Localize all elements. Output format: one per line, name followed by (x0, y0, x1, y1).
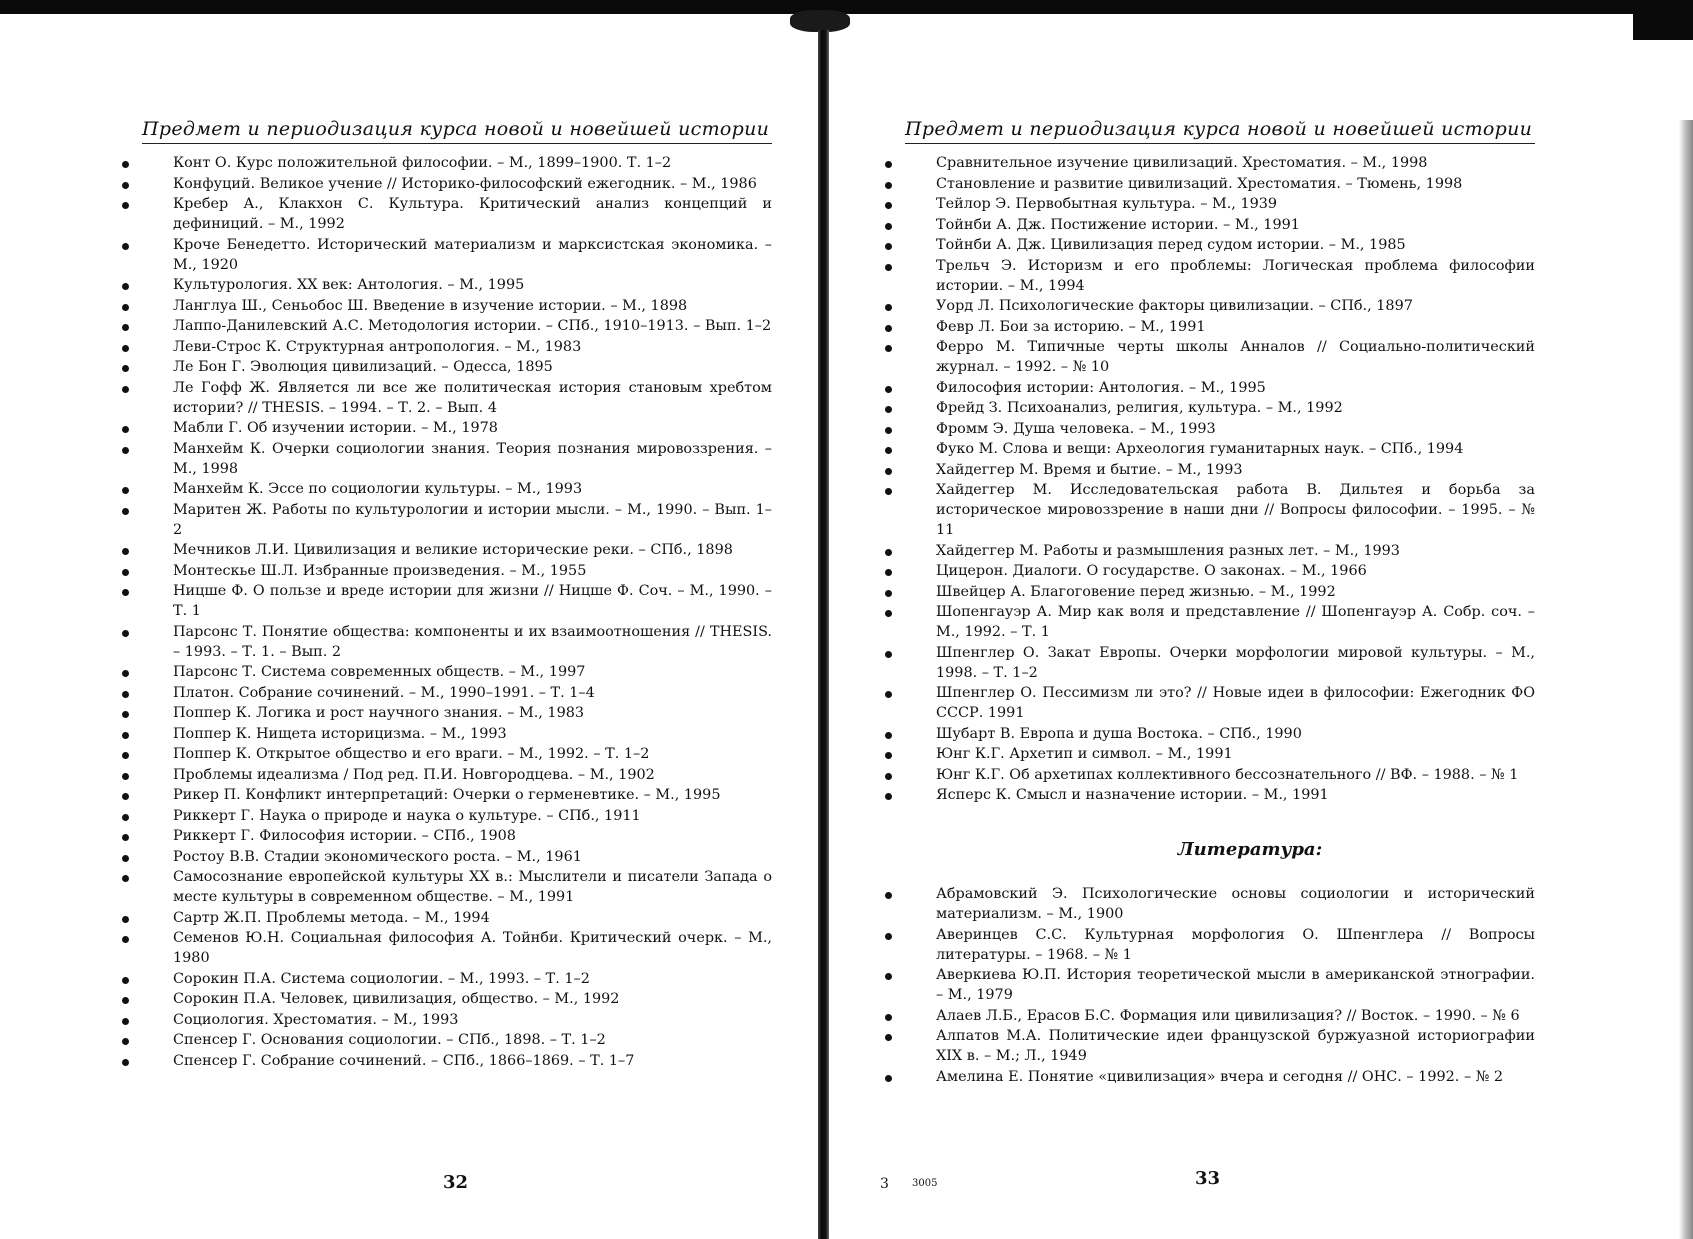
signature-mark: 3 (880, 1176, 889, 1192)
scan-right-edge (1679, 120, 1693, 1239)
reference-entry: Ростоу В.В. Стадии экономического роста. – М., 1961 (142, 847, 772, 867)
reference-entry: Ферро М. Типичные черты школы Анналов // Социально-политический журнал. – 1992. – № 10 (905, 337, 1535, 377)
reference-entry: Ясперс К. Смысл и назначение истории. – М., 1991 (905, 785, 1535, 805)
reference-entry: Спенсер Г. Собрание сочинений. – СПб., 1866–1869. – Т. 1–7 (142, 1051, 772, 1071)
reference-entry: Февр Л. Бои за историю. – М., 1991 (905, 317, 1535, 337)
reference-entry: Самосознание европейской культуры XX в.: Мыслители и писатели Запада о месте культуры в современном обществе. – М., 1991 (142, 867, 772, 907)
reference-entry: Шпенглер О. Пессимизм ли это? // Новые идеи в философии: Ежегодник ФО СССР. 1991 (905, 683, 1535, 723)
reference-list (905, 153, 1535, 805)
reference-entry: Абрамовский Э. Психологические основы социологии и исторический материализм. – М., 1900 (905, 884, 1535, 924)
reference-entry: Маритен Ж. Работы по культурологии и истории мысли. – М., 1990. – Вып. 1–2 (142, 500, 772, 540)
reference-entry: Ле Гофф Ж. Является ли все же политическая история становым хребтом истории? // THESIS. – 1994. – Т. 2. – Вып. 4 (142, 378, 772, 418)
reference-entry: Сартр Ж.П. Проблемы метода. – М., 1994 (142, 908, 772, 928)
right-page (905, 118, 1535, 1087)
reference-entry: Становление и развитие цивилизаций. Хрестоматия. – Тюмень, 1998 (905, 174, 1535, 194)
reference-entry: Фромм Э. Душа человека. – М., 1993 (905, 419, 1535, 439)
reference-entry: Тейлор Э. Первобытная культура. – М., 1939 (905, 194, 1535, 214)
left-page (142, 118, 772, 1071)
reference-entry: Алпатов М.А. Политические идеи французской буржуазной историографии XIX в. – М.; Л., 1949 (905, 1026, 1535, 1066)
reference-entry: Сравнительное изучение цивилизаций. Хрестоматия. – М., 1998 (905, 153, 1535, 173)
running-head: Предмет и периодизация курса новой и новейшей истории (142, 118, 772, 144)
reference-entry: Кроче Бенедетто. Исторический материализм и марксистская экономика. – М., 1920 (142, 235, 772, 275)
running-head: Предмет и периодизация курса новой и новейшей истории (905, 118, 1535, 144)
reference-entry: Швейцер А. Благоговение перед жизнью. – М., 1992 (905, 582, 1535, 602)
reference-entry: Шубарт В. Европа и душа Востока. – СПб., 1990 (905, 724, 1535, 744)
reference-entry: Аверкиева Ю.П. История теоретической мысли в американской этнографии. – М., 1979 (905, 965, 1535, 1005)
reference-entry: Ланглуа Ш., Сеньобос Ш. Введение в изучение истории. – М., 1898 (142, 296, 772, 316)
reference-entry: Монтескье Ш.Л. Избранные произведения. – М., 1955 (142, 561, 772, 581)
reference-entry: Риккерт Г. Философия истории. – СПб., 1908 (142, 826, 772, 846)
reference-entry: Хайдеггер М. Работы и размышления разных лет. – М., 1993 (905, 541, 1535, 561)
reference-entry: Конфуций. Великое учение // Историко-философский ежегодник. – М., 1986 (142, 174, 772, 194)
reference-entry: Цицерон. Диалоги. О государстве. О законах. – М., 1966 (905, 561, 1535, 581)
reference-entry: Тойнби А. Дж. Постижение истории. – М., 1991 (905, 215, 1535, 235)
reference-entry: Шпенглер О. Закат Европы. Очерки морфологии мировой культуры. – М., 1998. – Т. 1–2 (905, 643, 1535, 683)
reference-entry: Культурология. XX век: Антология. – М., 1995 (142, 275, 772, 295)
reference-entry: Семенов Ю.Н. Социальная философия А. Тойнби. Критический очерк. – М., 1980 (142, 928, 772, 968)
reference-entry: Шопенгауэр А. Мир как воля и представление // Шопенгауэр А. Собр. соч. – М., 1992. – Т. 1 (905, 602, 1535, 642)
reference-entry: Юнг К.Г. Об архетипах коллективного бессознательного // ВФ. – 1988. – № 1 (905, 765, 1535, 785)
reference-entry: Парсонс Т. Система современных обществ. – М., 1997 (142, 662, 772, 682)
reference-entry: Спенсер Г. Основания социологии. – СПб., 1898. – Т. 1–2 (142, 1030, 772, 1050)
reference-entry: Аверинцев С.С. Культурная морфология О. Шпенглера // Вопросы литературы. – 1968. – № 1 (905, 925, 1535, 965)
reference-entry: Парсонс Т. Понятие общества: компоненты и их взаимоотношения // THESIS. – 1993. – Т. 1. – Вып. 2 (142, 622, 772, 662)
signature-code: 3005 (912, 1178, 938, 1189)
reference-entry: Сорокин П.А. Система социологии. – М., 1993. – Т. 1–2 (142, 969, 772, 989)
reference-entry: Рикер П. Конфликт интерпретаций: Очерки о герменевтике. – М., 1995 (142, 785, 772, 805)
reference-entry: Ницше Ф. О пользе и вреде истории для жизни // Ницше Ф. Соч. – М., 1990. – Т. 1 (142, 581, 772, 621)
reference-entry: Платон. Собрание сочинений. – М., 1990–1991. – Т. 1–4 (142, 683, 772, 703)
reference-entry: Юнг К.Г. Архетип и символ. – М., 1991 (905, 744, 1535, 764)
reference-entry: Поппер К. Нищета историцизма. – М., 1993 (142, 724, 772, 744)
reference-entry: Поппер К. Логика и рост научного знания. – М., 1983 (142, 703, 772, 723)
reference-entry: Уорд Л. Психологические факторы цивилизации. – СПб., 1897 (905, 296, 1535, 316)
reference-list (142, 153, 772, 1071)
page-number: 33 (1195, 1168, 1221, 1189)
reference-entry: Хайдеггер М. Исследовательская работа В. Дильтея и борьба за историческое мировоззрение в наши дни // Вопросы философии. – 1995. – № 11 (905, 480, 1535, 540)
section-title: Литература: (1177, 839, 1323, 860)
reference-entry: Риккерт Г. Наука о природе и наука о культуре. – СПб., 1911 (142, 806, 772, 826)
reference-entry: Ле Бон Г. Эволюция цивилизаций. – Одесса, 1895 (142, 357, 772, 377)
reference-entry: Фрейд З. Психоанализ, религия, культура. – М., 1992 (905, 398, 1535, 418)
reference-entry: Кребер А., Клакхон С. Культура. Критический анализ концепций и дефиниций. – М., 1992 (142, 194, 772, 234)
scan-top-edge (0, 0, 1693, 14)
literature-list (905, 884, 1535, 1087)
scan-corner-shadow (1633, 0, 1693, 40)
reference-entry: Социология. Хрестоматия. – М., 1993 (142, 1010, 772, 1030)
reference-entry: Мечников Л.И. Цивилизация и великие исторические реки. – СПб., 1898 (142, 540, 772, 560)
reference-entry: Манхейм К. Очерки социологии знания. Теория познания мировоззрения. – М., 1998 (142, 439, 772, 479)
reference-entry: Леви-Строс К. Структурная антропология. – М., 1983 (142, 337, 772, 357)
reference-entry: Алаев Л.Б., Ерасов Б.С. Формация или цивилизация? // Восток. – 1990. – № 6 (905, 1006, 1535, 1026)
reference-entry: Мабли Г. Об изучении истории. – М., 1978 (142, 418, 772, 438)
reference-entry: Лаппо-Данилевский А.С. Методология истории. – СПб., 1910–1913. – Вып. 1–2 (142, 316, 772, 336)
reference-entry: Конт О. Курс положительной философии. – М., 1899–1900. Т. 1–2 (142, 153, 772, 173)
page-number: 32 (443, 1172, 469, 1193)
reference-entry: Трельч Э. Историзм и его проблемы: Логическая проблема философии истории. – М., 1994 (905, 256, 1535, 296)
reference-entry: Манхейм К. Эссе по социологии культуры. – М., 1993 (142, 479, 772, 499)
reference-entry: Сорокин П.А. Человек, цивилизация, общество. – М., 1992 (142, 989, 772, 1009)
reference-entry: Проблемы идеализма / Под ред. П.И. Новгородцева. – М., 1902 (142, 765, 772, 785)
scan-spine-smudge (790, 10, 850, 32)
reference-entry: Амелина Е. Понятие «цивилизация» вчера и сегодня // ОНС. – 1992. – № 2 (905, 1067, 1535, 1087)
reference-entry: Тойнби А. Дж. Цивилизация перед судом истории. – М., 1985 (905, 235, 1535, 255)
reference-entry: Фуко М. Слова и вещи: Археология гуманитарных наук. – СПб., 1994 (905, 439, 1535, 459)
reference-entry: Философия истории: Антология. – М., 1995 (905, 378, 1535, 398)
reference-entry: Хайдеггер М. Время и бытие. – М., 1993 (905, 460, 1535, 480)
reference-entry: Поппер К. Открытое общество и его враги. – М., 1992. – Т. 1–2 (142, 744, 772, 764)
book-spine (818, 30, 829, 1239)
